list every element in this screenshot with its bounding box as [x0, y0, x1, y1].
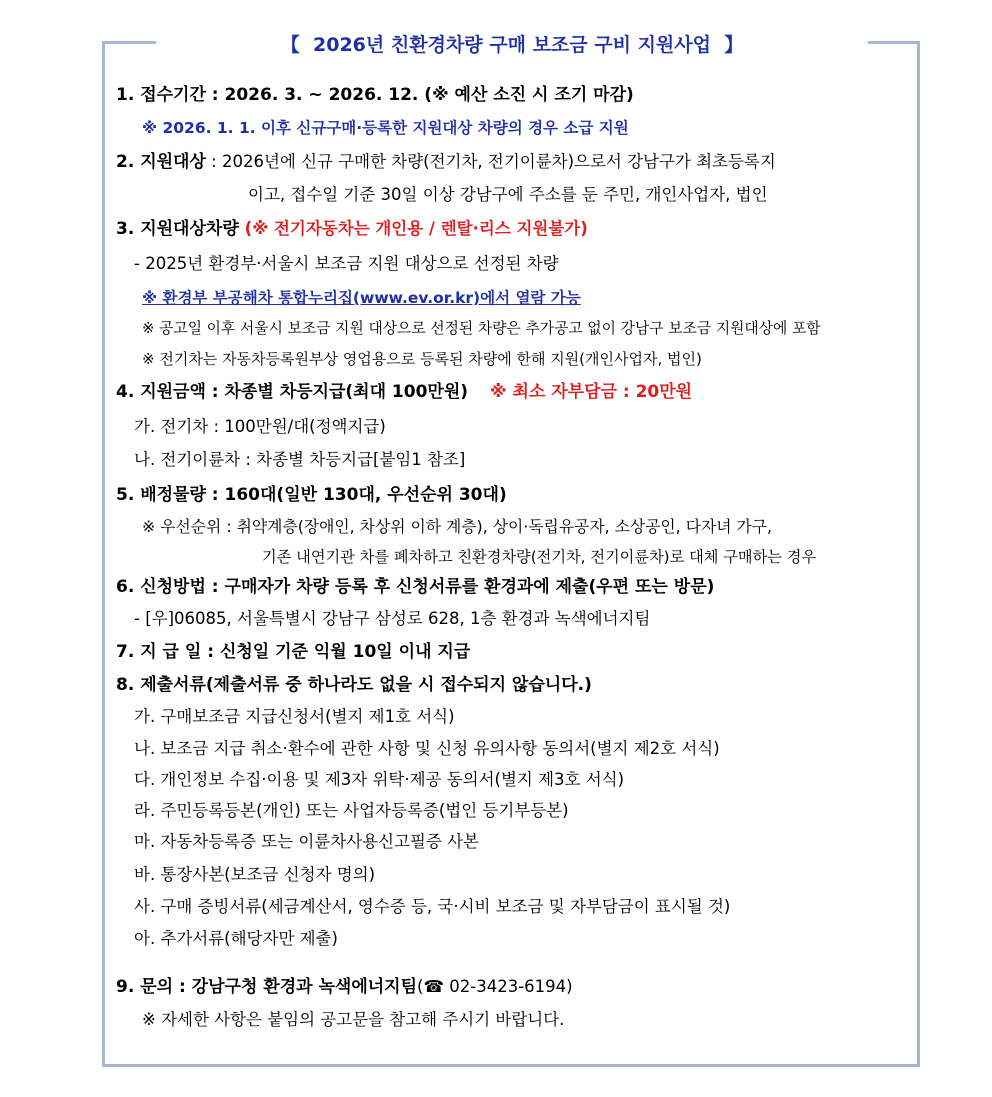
- section-8-item: 가. 구매보조금 지급신청서(별지 제1호 서식): [134, 707, 455, 726]
- section-4-item-a: 가. 전기차 : 100만원/대(정액지급): [134, 417, 386, 436]
- section-3-note-1: ※ 공고일 이후 서울시 보조금 지원 대상으로 선정된 차량은 추가공고 없이 강남구 보조금 지원대상에 포함: [142, 320, 821, 337]
- section-8-heading: 8. 제출서류(제출서류 중 하나라도 없을 시 접수되지 않습니다.): [116, 675, 592, 695]
- frame-top-left-border: [102, 41, 156, 44]
- frame-top-right-border: [868, 41, 920, 44]
- section-4-heading: [116, 381, 692, 403]
- section-5-note-2: 기존 내연기관 차를 폐차하고 친환경차량(전기차, 전기이륜차)로 대체 구매하는 경우: [262, 548, 817, 566]
- section-8-item: 다. 개인정보 수집·이용 및 제3자 위탁·제공 동의서(별지 제3호 서식): [134, 770, 625, 789]
- section-2-text: : 2026년에 신규 구매한 차량(전기차, 전기이륜차)으로서 강남구가 최초등록지: [205, 152, 776, 171]
- section-2-line-1: [116, 151, 776, 173]
- section-3-note-2: ※ 전기차는 자동차등록원부상 영업용으로 등록된 차량에 한해 지원(개인사업자, 법인): [142, 350, 702, 368]
- section-5-note-1: ※ 우선순위 : 취약계층(장애인, 차상위 이하 계층), 상이·독립유공자, 소상공인, 다자녀 가구,: [142, 517, 773, 536]
- section-3-label: 3. 지원대상차량: [116, 219, 245, 239]
- section-3-heading: [116, 218, 588, 240]
- section-2-line-2: 이고, 접수일 기준 30일 이상 강남구에 주소를 둔 주민, 개인사업자, 법인: [248, 185, 768, 204]
- section-4-item-b: 나. 전기이륜차 : 차종별 차등지급[붙임1 참조]: [134, 450, 466, 469]
- section-6-address: - [우]06085, 서울특별시 강남구 삼성로 628, 1층 환경과 녹색에너지팀: [134, 609, 651, 628]
- section-6-heading: 6. 신청방법 : 구매자가 차량 등록 후 신청서류를 환경과에 제출(우편 또는 방문): [116, 577, 715, 597]
- section-4-label: 4. 지원금액 : 차종별 차등지급(최대 100만원): [116, 382, 469, 402]
- section-8-item: 사. 구매 증빙서류(세금계산서, 영수증 등, 국·시비 보조금 및 자부담금이 표시될 것): [134, 897, 731, 916]
- section-2-label: 2. 지원대상: [116, 152, 206, 172]
- section-9-phone: (☎ 02-3423-6194): [417, 977, 573, 996]
- section-8-item: 라. 주민등록등본(개인) 또는 사업자등록증(법인 등기부등본): [134, 801, 569, 820]
- section-9-label: 9. 문의 : 강남구청 환경과 녹색에너지팀: [116, 977, 418, 997]
- section-5-heading: 5. 배정물량 : 160대(일반 130대, 우선순위 30대): [116, 485, 507, 505]
- document-title: 【 2026년 친환경차량 구매 보조금 구비 지원사업 】: [280, 34, 744, 56]
- section-8-item: 나. 보조금 지급 취소·환수에 관한 사항 및 신청 유의사항 동의서(별지 제2호 서식): [134, 739, 720, 758]
- section-8-item: 바. 통장사본(보조금 신청자 명의): [134, 865, 376, 884]
- section-8-item: 아. 추가서류(해당자만 제출): [134, 929, 338, 948]
- section-4-min-copay: ※ 최소 자부담금 : 20만원: [490, 382, 693, 402]
- section-9-heading: [116, 976, 573, 998]
- section-1-note: ※ 2026. 1. 1. 이후 신규구매·등록한 지원대상 차량의 경우 소급 지원: [142, 119, 629, 137]
- section-3-link[interactable]: ※ 환경부 부공해차 통합누리집(www.ev.or.kr)에서 열람 가능: [142, 289, 581, 307]
- section-3-line-1: - 2025년 환경부·서울시 보조금 지원 대상으로 선정된 차량: [134, 254, 559, 273]
- section-3-warning: (※ 전기자동차는 개인용 / 렌탈·리스 지원불가): [244, 219, 588, 238]
- section-7-heading: 7. 지 급 일 : 신청일 기준 익월 10일 이내 지급: [116, 642, 471, 662]
- section-1-heading: 1. 접수기간 : 2026. 3. ~ 2026. 12. (※ 예산 소진 시 조기 마감): [116, 85, 634, 105]
- section-8-item: 마. 자동차등록증 또는 이륜차사용신고필증 사본: [134, 832, 480, 851]
- section-9-note: ※ 자세한 사항은 붙임의 공고문을 참고해 주시기 바랍니다.: [142, 1010, 565, 1029]
